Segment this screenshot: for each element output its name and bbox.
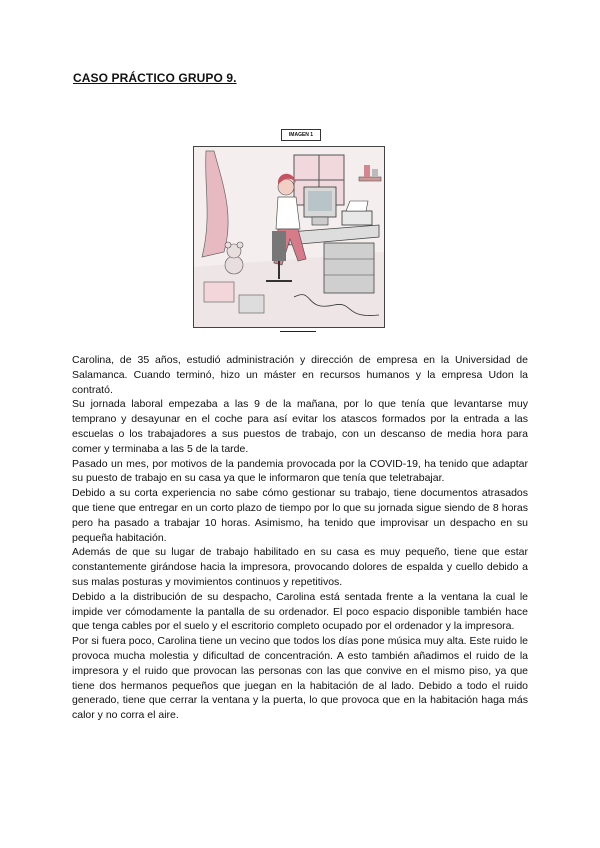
caption-bar [280, 331, 316, 335]
illustration-home-office [193, 146, 385, 328]
paragraph: Pasado un mes, por motivos de la pandemia provocada por la COVID-19, ha tenido que adaptar su puesto de trabajo en su casa ya que le informaron que tenía que teletrabajar. [72, 457, 528, 485]
paragraph: Carolina, de 35 años, estudió administración y dirección de empresa en la Universidad de Salamanca. Cuando terminó, hizo un máster en recursos humanos y la empresa Udon la contrató. [72, 354, 528, 396]
paragraph: Además de que su lugar de trabajo habilitado en su casa es muy pequeño, tiene que estar constantemente girándose hacia la impresora, provocando dolores de espalda y cuello debido a sus malas posturas y movimientos continuos y repetitivos. [72, 546, 528, 588]
paragraph: Su jornada laboral empezaba a las 9 de la mañana, por lo que tenía que levantarse muy temprano y desayunar en el coche para así evitar los atascos formados por la entrada a las escuelas o los trabajadores a sus puestos de trabajo, con un descanso de media hora para comer y terminaba a las 5 de la tarde. [72, 398, 528, 455]
paragraph: Debido a su corta experiencia no sabe cómo gestionar su trabajo, tiene documentos atrasados que tiene que entregar en un corto plazo de tiempo por lo que su jornada sigue siendo de 8 horas pero ha pasado a trabajar 10 horas. Asimismo, ha tenido que improvisar un despacho en su pequeña habitación. [72, 487, 528, 544]
paragraph: Por si fuera poco, Carolina tiene un vecino que todos los días pone música muy alta. Este ruido le provoca mucha molestia y dificultad de concentración. A esto también añadimos el ruido de la impresora y el ruido que provocan las personas con las que convive en el mismo piso, ya que tiene dos hermanos pequeños que juegan en la habitación de al lado. Debido a todo el ruido generado, tiene que cerrar la ventana y la puerta, lo que provoca que en la habitación haga más calor y no corra el aire. [72, 635, 528, 722]
body-text [72, 353, 528, 723]
image-label: IMAGEN 1 [281, 129, 321, 141]
paragraph: Debido a la distribución de su despacho, Carolina está sentada frente a la ventana la cual le impide ver cómodamente la pantalla de su ordenador. El poco espacio disponible también hace que tenga cables por el suelo y el escritorio completo ocupado por el ordenador y la impresora. [72, 590, 528, 633]
home-office-drawing [194, 147, 384, 327]
document-title: CASO PRÁCTICO GRUPO 9. [73, 71, 237, 85]
